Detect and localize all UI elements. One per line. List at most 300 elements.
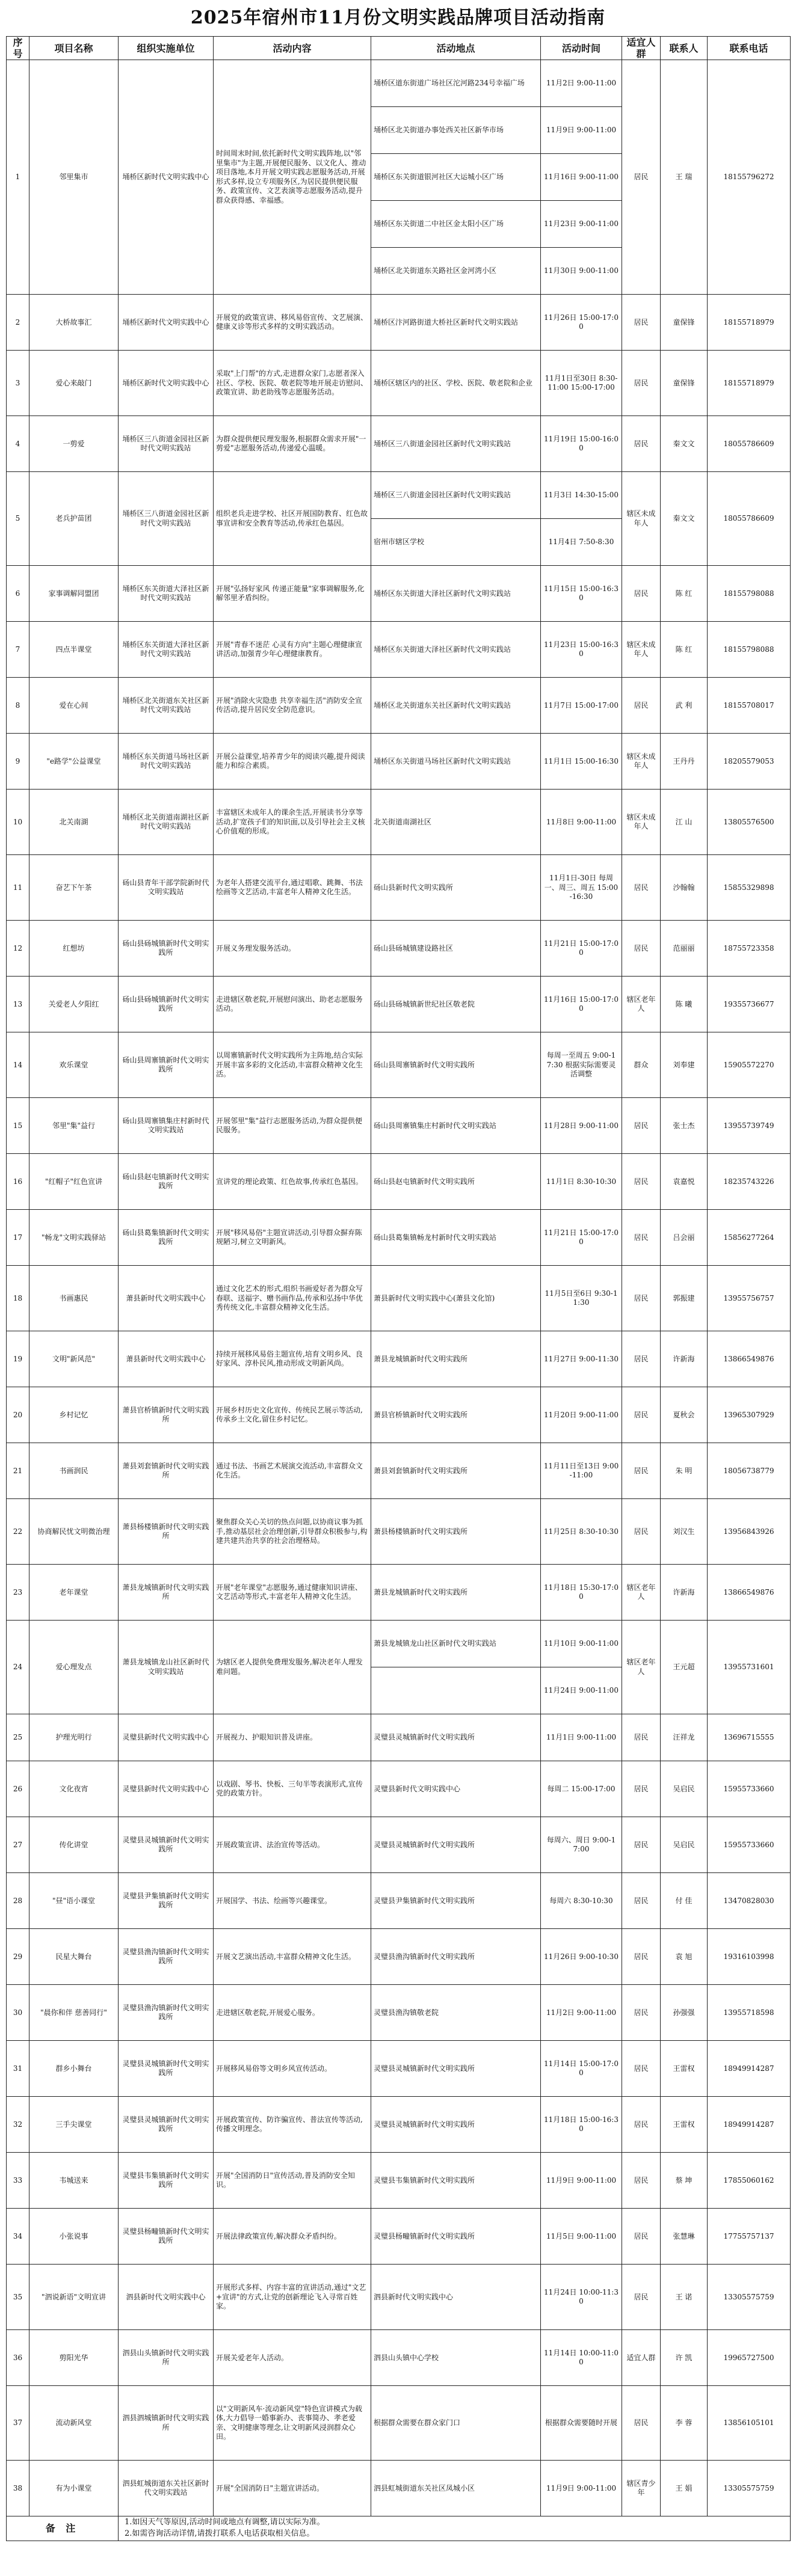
activity-time: 每周六、周日 9:00-17:00: [541, 1817, 622, 1873]
activity-location: [371, 1667, 541, 1714]
row-number: 30: [7, 1985, 29, 2041]
activity-location: 埇桥区三八街道金园社区新时代文明实践站: [371, 416, 541, 472]
contact-phone: 17755757137: [708, 2209, 791, 2265]
contact-phone: 13305575759: [708, 2265, 791, 2330]
contact-phone: 13955756757: [708, 1266, 791, 1331]
contact-person: 陈 红: [661, 622, 708, 678]
contact-phone: 18205579053: [708, 734, 791, 790]
contact-phone: 18055786609: [708, 472, 791, 566]
table-row: [7, 1714, 791, 1761]
target-crowd: 居民: [622, 566, 661, 622]
activity-time: 11月21日 15:00-17:00: [541, 1210, 622, 1266]
contact-person: 秦文文: [661, 416, 708, 472]
target-crowd: 居民: [622, 1929, 661, 1985]
target-crowd: 辖区老年人: [622, 977, 661, 1032]
activity-time: 11月30日 9:00-11:00: [541, 248, 622, 295]
row-number: 34: [7, 2209, 29, 2265]
activity-content: 组织老兵走进学校、社区开展国防教育、红色故事宣讲和安全教育等活动,传承红色基因。: [214, 472, 371, 566]
activity-location: 泗县虹城街道东关社区凤城小区: [371, 2461, 541, 2516]
activity-content: 开展邻里"集"益行志愿服务活动,为群众提供便民服务。: [214, 1098, 371, 1154]
activity-location: 砀山县周寨镇新时代文明实践所: [371, 1032, 541, 1098]
activity-time: 11月1日 8:30-10:30: [541, 1154, 622, 1210]
row-number: 8: [7, 678, 29, 734]
activity-content: 开展"全国消防日"宣传活动,普及消防安全知识。: [214, 2153, 371, 2209]
activity-time: 11月14日 15:00-17:00: [541, 2041, 622, 2097]
project-name: 奋艺下午茶: [29, 855, 119, 921]
table-row: [7, 1331, 791, 1387]
table-row: [7, 416, 791, 472]
organizer: 灵璧县渔沟镇新时代文明实践所: [119, 1929, 214, 1985]
organizer: 灵璧县新时代文明实践中心: [119, 1761, 214, 1817]
activity-time: 11月26日 9:00-10:30: [541, 1929, 622, 1985]
contact-phone: 13955718598: [708, 1985, 791, 2041]
project-name: 传化讲堂: [29, 1817, 119, 1873]
organizer: 灵璧县灵城镇新时代文明实践所: [119, 2041, 214, 2097]
activity-content: 为群众提供便民理发服务,根据群众需求开展"一剪爱"志愿服务活动,传递爱心温暖。: [214, 416, 371, 472]
project-name: 红想坊: [29, 921, 119, 977]
organizer: 萧县新时代文明实践中心: [119, 1331, 214, 1387]
table-row: [7, 622, 791, 678]
row-number: 22: [7, 1499, 29, 1565]
table-row: [7, 1443, 791, 1499]
organizer: 灵璧县杨疃镇新时代文明实践所: [119, 2209, 214, 2265]
organizer: 泗县泗城镇新时代文明实践所: [119, 2386, 214, 2461]
activity-time: 11月9日 9:00-11:00: [541, 2461, 622, 2516]
activity-location: 灵璧县韦集镇新时代文明实践所: [371, 2153, 541, 2209]
contact-person: 郭振建: [661, 1266, 708, 1331]
row-number: 4: [7, 416, 29, 472]
table-row: [7, 2386, 791, 2461]
organizer: 萧县新时代文明实践中心: [119, 1266, 214, 1331]
row-number: 29: [7, 1929, 29, 1985]
contact-phone: 18155798088: [708, 622, 791, 678]
project-name: "红帽子"红色宣讲: [29, 1154, 119, 1210]
table-row: [7, 977, 791, 1032]
organizer: 灵璧县灵城镇新时代文明实践所: [119, 1817, 214, 1873]
organizer: 萧县杨楼镇新时代文明实践所: [119, 1499, 214, 1565]
contact-person: 江 山: [661, 790, 708, 855]
contact-person: 刘奉建: [661, 1032, 708, 1098]
target-crowd: 居民: [622, 1873, 661, 1929]
contact-person: 夏秋会: [661, 1387, 708, 1443]
table-row: [7, 1098, 791, 1154]
contact-phone: 18055786609: [708, 416, 791, 472]
organizer: 砀山县赵屯镇新时代文明实践所: [119, 1154, 214, 1210]
contact-phone: 18155718979: [708, 351, 791, 416]
activity-time: 11月24日 9:00-11:00: [541, 1667, 622, 1714]
header-content: 活动内容: [214, 37, 371, 60]
target-crowd: 居民: [622, 1761, 661, 1817]
project-name: 文明"新风范": [29, 1331, 119, 1387]
organizer: 埇桥区三八街道金园社区新时代文明实践站: [119, 472, 214, 566]
target-crowd: 居民: [622, 1443, 661, 1499]
organizer: 灵璧县韦集镇新时代文明实践所: [119, 2153, 214, 2209]
header-location: 活动地点: [371, 37, 541, 60]
organizer: 砀山县砀城镇新时代文明实践所: [119, 921, 214, 977]
activity-content: 开展移风易俗等文明乡风宣传活动。: [214, 2041, 371, 2097]
header-contact: 联系人: [661, 37, 708, 60]
contact-person: 武 利: [661, 678, 708, 734]
project-name: 大桥故事汇: [29, 295, 119, 351]
target-crowd: 居民: [622, 351, 661, 416]
activity-time: 11月24日 10:00-11:30: [541, 2265, 622, 2330]
table-row: [7, 1387, 791, 1443]
project-name: 欢乐课堂: [29, 1032, 119, 1098]
activity-location: 灵璧县渔沟镇敬老院: [371, 1985, 541, 2041]
project-name: 民星大舞台: [29, 1929, 119, 1985]
activity-time: 11月19日 15:00-16:00: [541, 416, 622, 472]
row-number: 20: [7, 1387, 29, 1443]
row-number: 17: [7, 1210, 29, 1266]
contact-phone: 18949914287: [708, 2041, 791, 2097]
organizer: 埇桥区北关街道东关社区新时代文明实践站: [119, 678, 214, 734]
row-number: 25: [7, 1714, 29, 1761]
contact-person: 袁嘉悦: [661, 1154, 708, 1210]
target-crowd: 辖区未成年人: [622, 790, 661, 855]
table-row: [7, 790, 791, 855]
row-number: 16: [7, 1154, 29, 1210]
project-name: 关爱老人夕阳红: [29, 977, 119, 1032]
activity-content: 开展"老年课堂"志愿服务,通过健康知识讲座、文艺活动等形式,丰富老年人精神文化生活。: [214, 1565, 371, 1621]
activity-location: 灵璧县尹集镇新时代文明实践所: [371, 1873, 541, 1929]
contact-phone: 15905572270: [708, 1032, 791, 1098]
project-name: "昼"语小课堂: [29, 1873, 119, 1929]
target-crowd: 居民: [622, 60, 661, 295]
row-number: 27: [7, 1817, 29, 1873]
activity-time: 11月5日至6日 9:30-11:30: [541, 1266, 622, 1331]
organizer: 埇桥区新时代文明实践中心: [119, 295, 214, 351]
project-name: 四点半课堂: [29, 622, 119, 678]
row-number: 13: [7, 977, 29, 1032]
organizer: 砀山县周寨镇新时代文明实践所: [119, 1032, 214, 1098]
activity-location: 灵璧县新时代文明实践中心: [371, 1761, 541, 1817]
activity-location: 埇桥区东关街道大泽社区新时代文明实践站: [371, 566, 541, 622]
activity-content: 以戏剧、琴书、快板、三句半等表演形式,宣传党的政策方针。: [214, 1761, 371, 1817]
activity-location: 砀山县葛集镇畅龙村新时代文明实践站: [371, 1210, 541, 1266]
project-name: 爱在心间: [29, 678, 119, 734]
activity-location: 萧县龙城镇龙山社区新时代文明实践站: [371, 1621, 541, 1667]
activity-location: 砀山县赵屯镇新时代文明实践所: [371, 1154, 541, 1210]
activity-location: 灵璧县渔沟镇新时代文明实践所: [371, 1929, 541, 1985]
organizer: 灵璧县新时代文明实践中心: [119, 1714, 214, 1761]
activity-content: 持续开展移风易俗主题宣传,培育文明乡风、良好家风、淳朴民风,推动形成文明新风尚。: [214, 1331, 371, 1387]
contact-person: 吴启民: [661, 1817, 708, 1873]
organizer: 泗县山头镇新时代文明实践所: [119, 2330, 214, 2386]
target-crowd: 居民: [622, 1714, 661, 1761]
activity-time: 每周六 8:30-10:30: [541, 1873, 622, 1929]
activity-content: 走进辖区敬老院,开展爱心服务。: [214, 1985, 371, 2041]
contact-person: 童保锋: [661, 351, 708, 416]
activity-location: 泗县山头镇中心学校: [371, 2330, 541, 2386]
contact-person: 童保锋: [661, 295, 708, 351]
activity-time: 11月1日-30日 每周一、周三、周五 15:00-16:30: [541, 855, 622, 921]
activity-content: 走进辖区敬老院,开展慰问演出、助老志愿服务活动。: [214, 977, 371, 1032]
activity-location: 埇桥区东关街道二中社区金太阳小区广场: [371, 201, 541, 248]
table-row: [7, 734, 791, 790]
activity-time: 11月1日 15:00-16:30: [541, 734, 622, 790]
contact-phone: 13305575759: [708, 2461, 791, 2516]
activity-location: 埇桥区汴河路街道大桥社区新时代文明实践站: [371, 295, 541, 351]
row-number: 18: [7, 1266, 29, 1331]
row-number: 15: [7, 1098, 29, 1154]
table-row: [7, 295, 791, 351]
target-crowd: 辖区青少年: [622, 2461, 661, 2516]
activity-time: 11月15日 15:00-16:30: [541, 566, 622, 622]
activity-location: 灵璧县灵城镇新时代文明实践所: [371, 2097, 541, 2153]
table-row: [7, 1565, 791, 1621]
organizer: 砀山县砀城镇新时代文明实践所: [119, 977, 214, 1032]
contact-person: 王雷权: [661, 2041, 708, 2097]
target-crowd: 居民: [622, 295, 661, 351]
notes-label: 备 注: [7, 2516, 119, 2541]
project-name: 流动新风堂: [29, 2386, 119, 2461]
target-crowd: 辖区未成年人: [622, 622, 661, 678]
contact-phone: 13470828030: [708, 1873, 791, 1929]
project-name: 剪阳光华: [29, 2330, 119, 2386]
table-row: [7, 2330, 791, 2386]
activity-content: 开展"消除火灾隐患 共享幸福生活"消防安全宣传活动,提升居民安全防范意识。: [214, 678, 371, 734]
table-row: [7, 1154, 791, 1210]
contact-person: 王 瑞: [661, 60, 708, 295]
project-name: 书画润民: [29, 1443, 119, 1499]
activity-time: 11月20日 9:00-11:00: [541, 1387, 622, 1443]
contact-phone: 18235743226: [708, 1154, 791, 1210]
target-crowd: 居民: [622, 2041, 661, 2097]
organizer: 埇桥区北关街道南湖社区新时代文明实践站: [119, 790, 214, 855]
target-crowd: 辖区未成年人: [622, 472, 661, 566]
organizer: 灵璧县灵城镇新时代文明实践所: [119, 2097, 214, 2153]
target-crowd: 居民: [622, 1210, 661, 1266]
project-name: 家事调解同盟团: [29, 566, 119, 622]
contact-person: 陈 曦: [661, 977, 708, 1032]
row-number: 5: [7, 472, 29, 566]
organizer: 萧县刘套镇新时代文明实践所: [119, 1443, 214, 1499]
project-name: 一剪爱: [29, 416, 119, 472]
contact-phone: 13696715555: [708, 1714, 791, 1761]
activity-location: 埇桥区东关街道大泽社区新时代文明实践站: [371, 622, 541, 678]
activity-location: 萧县新时代文明实践中心(萧县文化馆): [371, 1266, 541, 1331]
target-crowd: 居民: [622, 1266, 661, 1331]
row-number: 9: [7, 734, 29, 790]
row-number: 12: [7, 921, 29, 977]
activity-content: 开展"弘扬好家风 传递正能量"家事调解服务,化解邻里矛盾纠纷。: [214, 566, 371, 622]
target-crowd: 居民: [622, 855, 661, 921]
row-number: 37: [7, 2386, 29, 2461]
project-name: 北关南湖: [29, 790, 119, 855]
activity-content: 开展形式多样、内容丰富的宣讲活动,通过"文艺+宣讲"的方式,让党的创新理论飞入寻常百姓家。: [214, 2265, 371, 2330]
activity-location: 砀山县砀城镇建设路社区: [371, 921, 541, 977]
activity-time: 11月11日至13日 9:00-11:00: [541, 1443, 622, 1499]
activity-location: 灵璧县灵城镇新时代文明实践所: [371, 1817, 541, 1873]
project-name: 有为小课堂: [29, 2461, 119, 2516]
activity-time: 根据群众需要随时开展: [541, 2386, 622, 2461]
table-row: [7, 1210, 791, 1266]
activity-time: 11月1日至30日 8:30-11:00 15:00-17:00: [541, 351, 622, 416]
contact-phone: 18755723358: [708, 921, 791, 977]
activity-time: 11月4日 7:50-8:30: [541, 519, 622, 566]
contact-phone: 17855060162: [708, 2153, 791, 2209]
activity-content: 开展公益课堂,培养青少年的阅读兴趣,提升阅读能力和综合素质。: [214, 734, 371, 790]
activity-content: 开展视力、护眼知识普及讲座。: [214, 1714, 371, 1761]
project-name: "e路学"公益课堂: [29, 734, 119, 790]
activity-time: 11月23日 9:00-11:00: [541, 201, 622, 248]
table-row: [7, 2461, 791, 2516]
project-name: "畅龙"文明实践驿站: [29, 1210, 119, 1266]
table-row: [7, 2097, 791, 2153]
activity-content: 开展乡村历史文化宣传、传统民艺展示等活动,传承乡土文化,留住乡村记忆。: [214, 1387, 371, 1443]
target-crowd: 居民: [622, 1985, 661, 2041]
header-crowd: 适宜人群: [622, 37, 661, 60]
row-number: 28: [7, 1873, 29, 1929]
table-row: [7, 2209, 791, 2265]
contact-person: 张士杰: [661, 1098, 708, 1154]
contact-phone: 18155798088: [708, 566, 791, 622]
row-number: 3: [7, 351, 29, 416]
activity-content: 采取"上门帮"的方式,走进群众家门,志愿者深入社区、学校、医院、敬老院等地开展走访慰问、政策宣讲、助老助残等志愿服务活动。: [214, 351, 371, 416]
contact-person: 范丽丽: [661, 921, 708, 977]
row-number: 11: [7, 855, 29, 921]
contact-person: 王雷权: [661, 2097, 708, 2153]
row-number: 7: [7, 622, 29, 678]
target-crowd: 居民: [622, 1098, 661, 1154]
contact-phone: 18949914287: [708, 2097, 791, 2153]
row-number: 6: [7, 566, 29, 622]
contact-phone: 15856277264: [708, 1210, 791, 1266]
target-crowd: 居民: [622, 1331, 661, 1387]
table-row: [7, 60, 791, 107]
row-number: 35: [7, 2265, 29, 2330]
activity-content: 开展国学、书法、绘画等兴趣课堂。: [214, 1873, 371, 1929]
notes-text: [119, 2516, 791, 2541]
contact-person: 蔡 坤: [661, 2153, 708, 2209]
activity-time: 11月21日 15:00-17:00: [541, 921, 622, 977]
contact-phone: 19316103998: [708, 1929, 791, 1985]
contact-person: 许新海: [661, 1565, 708, 1621]
contact-phone: 15955733660: [708, 1817, 791, 1873]
target-crowd: 居民: [622, 1154, 661, 1210]
contact-phone: 13965307929: [708, 1387, 791, 1443]
organizer: 灵璧县尹集镇新时代文明实践所: [119, 1873, 214, 1929]
contact-person: 吕会丽: [661, 1210, 708, 1266]
activity-location: 萧县刘套镇新时代文明实践所: [371, 1443, 541, 1499]
note-line: 1.如因天气等原因,活动时间或地点有调整,请以实际为准。: [125, 2518, 325, 2527]
contact-phone: 15855329898: [708, 855, 791, 921]
table-row: [7, 1873, 791, 1929]
activity-content: 宣讲党的理论政策、红色故事,传承红色基因。: [214, 1154, 371, 1210]
contact-person: 孙强强: [661, 1985, 708, 2041]
project-name: 爱心理发点: [29, 1621, 119, 1714]
table-row: [7, 1621, 791, 1667]
row-number: 10: [7, 790, 29, 855]
table-row: [7, 1929, 791, 1985]
project-name: 护理光明行: [29, 1714, 119, 1761]
project-name: "泗说新语"文明宣讲: [29, 2265, 119, 2330]
table-row: [7, 1499, 791, 1565]
activity-time: 11月9日 9:00-11:00: [541, 107, 622, 154]
contact-phone: 13955731601: [708, 1621, 791, 1714]
activity-content: 以"文明新风车·流动新风堂"特色宣讲模式为载体,大力倡导一婚事新办、丧事简办、孝老爱亲、文明健康等理念,让文明新风浸润群众心田。: [214, 2386, 371, 2461]
contact-phone: 18155718979: [708, 295, 791, 351]
organizer: 萧县官桥镇新时代文明实践所: [119, 1387, 214, 1443]
organizer: 埇桥区新时代文明实践中心: [119, 60, 214, 295]
header-org: 组织实施单位: [119, 37, 214, 60]
target-crowd: 辖区老年人: [622, 1621, 661, 1714]
activity-content: 通过文化艺术的形式,组织书画爱好者为群众写春联、送福字、赠书画作品,传承和弘扬中华优秀传统文化,丰富群众精神文化生活。: [214, 1266, 371, 1331]
project-name: 邻里"集"益行: [29, 1098, 119, 1154]
row-number: 2: [7, 295, 29, 351]
contact-person: 许新海: [661, 1331, 708, 1387]
table-row: [7, 1266, 791, 1331]
activity-time: 11月28日 9:00-11:00: [541, 1098, 622, 1154]
table-row: [7, 921, 791, 977]
contact-phone: 13955739749: [708, 1098, 791, 1154]
contact-person: 汪祥龙: [661, 1714, 708, 1761]
table-row: [7, 1032, 791, 1098]
activity-location: 萧县官桥镇新时代文明实践所: [371, 1387, 541, 1443]
activity-location: 根据群众需要在群众家门口: [371, 2386, 541, 2461]
row-number: 21: [7, 1443, 29, 1499]
table-row: [7, 2265, 791, 2330]
target-crowd: 辖区老年人: [622, 1565, 661, 1621]
activity-time: 11月26日 15:00-17:00: [541, 295, 622, 351]
table-row: [7, 855, 791, 921]
organizer: 萧县龙城镇龙山社区新时代文明实践站: [119, 1621, 214, 1714]
target-crowd: 辖区未成年人: [622, 734, 661, 790]
activity-location: 埇桥区北关街道东关路社区金河湾小区: [371, 248, 541, 295]
activity-content: 为老年人搭建交流平台,通过唱歌、跳舞、书法绘画等文艺活动,丰富老年人精神文化生活。: [214, 855, 371, 921]
note-line: 2.如需咨询活动详情,请拨打联系人电话获取相关信息。: [125, 2529, 315, 2539]
activity-location: 灵璧县灵城镇新时代文明实践所: [371, 2041, 541, 2097]
contact-phone: 13956843926: [708, 1499, 791, 1565]
row-number: 31: [7, 2041, 29, 2097]
activity-time: 11月8日 9:00-11:00: [541, 790, 622, 855]
table-row: [7, 472, 791, 519]
activity-time: 11月10日 9:00-11:00: [541, 1621, 622, 1667]
activity-time: 11月9日 9:00-11:00: [541, 2153, 622, 2209]
activity-location: 埇桥区三八街道金园社区新时代文明实践站: [371, 472, 541, 519]
table-row: [7, 2153, 791, 2209]
organizer: 砀山县青年干部学院新时代文明实践站: [119, 855, 214, 921]
contact-phone: 13856105101: [708, 2386, 791, 2461]
target-crowd: 居民: [622, 678, 661, 734]
contact-person: 王 诺: [661, 2265, 708, 2330]
project-name: 老兵护苗团: [29, 472, 119, 566]
project-name: 邻里集市: [29, 60, 119, 295]
activity-time: 每周二 15:00-17:00: [541, 1761, 622, 1817]
project-name: 老年课堂: [29, 1565, 119, 1621]
target-crowd: 居民: [622, 1499, 661, 1565]
contact-person: 李 蓉: [661, 2386, 708, 2461]
activity-location: 砀山县周寨镇集庄村新时代文明实践站: [371, 1098, 541, 1154]
activity-time: 11月25日 8:30-10:30: [541, 1499, 622, 1565]
page-title: 2025年宿州市11月份文明实践品牌项目活动指南: [190, 7, 606, 28]
row-number: 1: [7, 60, 29, 295]
activity-location: 埇桥区道东街道广场社区沱河路234号幸福广场: [371, 60, 541, 107]
activity-location: 萧县龙城镇新时代文明实践所: [371, 1331, 541, 1387]
contact-phone: 18155708017: [708, 678, 791, 734]
contact-phone: 13805576500: [708, 790, 791, 855]
organizer: 泗县新时代文明实践中心: [119, 2265, 214, 2330]
activity-time: 11月14日 10:00-11:00: [541, 2330, 622, 2386]
contact-phone: 19965727500: [708, 2330, 791, 2386]
activity-content: 开展"全国消防日"主题宣讲活动。: [214, 2461, 371, 2516]
organizer: 砀山县周寨镇集庄村新时代文明实践站: [119, 1098, 214, 1154]
contact-person: 陈 红: [661, 566, 708, 622]
row-number: 26: [7, 1761, 29, 1817]
activity-content: 开展"移风易俗"主题宣讲活动,引导群众摒弃陈规陋习,树立文明新风。: [214, 1210, 371, 1266]
activity-content: 为辖区老人提供免费理发服务,解决老年人理发难问题。: [214, 1621, 371, 1714]
header-name: 项目名称: [29, 37, 119, 60]
